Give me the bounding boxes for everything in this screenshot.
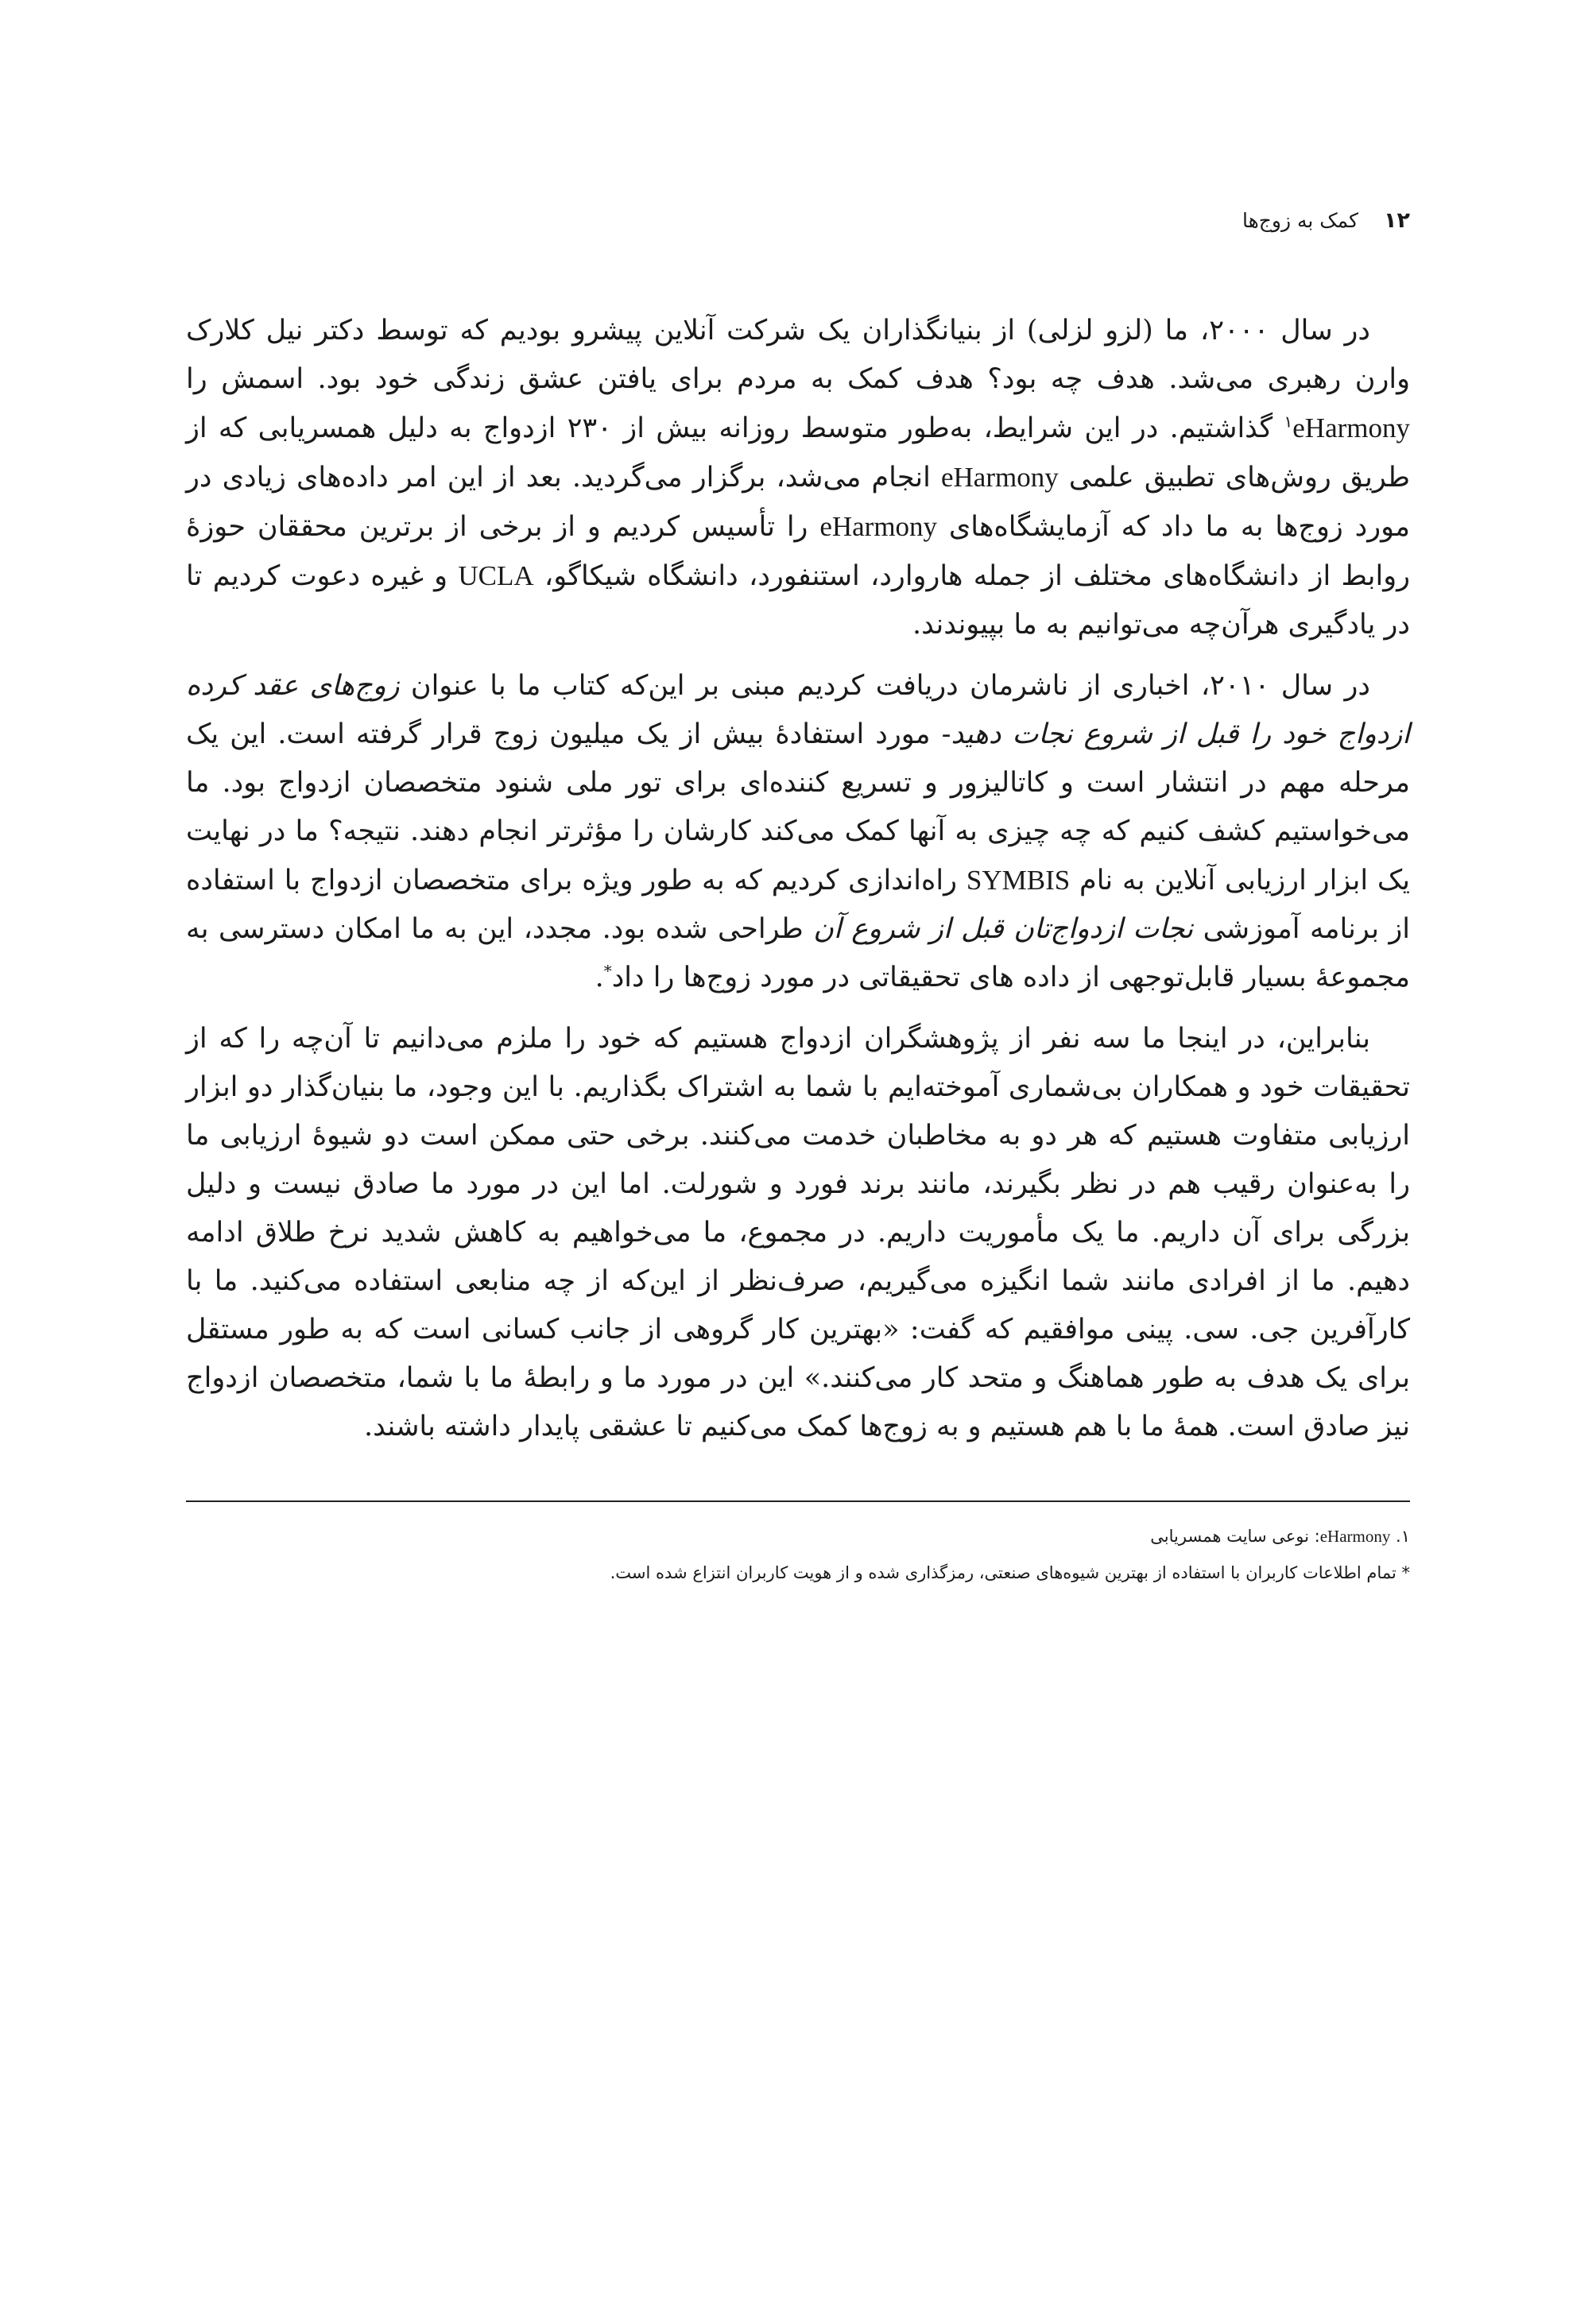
footnote-divider [186, 1500, 1410, 1502]
body-text [186, 307, 1410, 1464]
p1-text-j: و غیره دعوت کردیم تا در یادگیری هرآن‌چه می‌توانیم به ما بپیوندند. [186, 560, 1410, 641]
footnote-1 [186, 1518, 1410, 1555]
symbis-term: SYMBIS [966, 865, 1071, 896]
footnote-ref-star: * [603, 961, 612, 981]
eharmony-term: eHarmony [941, 462, 1059, 493]
eharmony-term: eHarmony [1292, 412, 1410, 443]
p2-text-e: راه‌اندازی کردیم که به طور ویژه برای متخصصان ازدواج با استفاده از برنامه آموزشی [186, 865, 1410, 945]
page-number: ۱۲ [1384, 208, 1410, 233]
footnote-2: * تمام اطلاعات کاربران با استفاده از بهترین شیوه‌های صنعتی، رمزگذاری شده و از هویت کاربران انتزاع شده است. [610, 1563, 1410, 1582]
page-header [1242, 208, 1410, 233]
paragraph-3: بنابراین، در اینجا ما سه نفر از پژوهشگران ازدواج هستیم که خود را ملزم می‌دانیم تا آن‌چه را که از تحقیقات خود و همکاران بی‌شماری آموخته‌ایم با شما به اشتراک بگذاریم. با این وجود، ما بنیان‌گذار دو ابزار ارزیابی متفاوت هستیم که هر دو به مخاطبان خدمت می‌کنند. برخی حتی ممکن است دو شیوهٔ ارزیابی ما را به‌عنوان رقیب هم در نظر بگیرند، مانند برند فورد و شورلت. اما این در مورد ما صادق نیست و دلیل بزرگی برای آن داریم. ما یک مأموریت داریم. در مجموع، ما می‌خواهیم به کاهش شدید نرخ طلاق ادامه دهیم. ما از افرادی مانند شما انگیزه می‌گیریم، صرف‌نظر از این‌که از چه منابعی استفاده می‌کنید. ما با کارآفرین جی. سی. پینی موافقیم که گفت: «بهترین کار گروهی از جانب کسانی است که به طور مستقل برای یک هدف به طور هماهنگ و متحد کار می‌کنند.» این در مورد ما و رابطهٔ ما با شما، متخصصان ازدواج نیز صادق است. همهٔ ما با هم هستیم و به زوج‌ها کمک می‌کنیم تا عشقی پایدار داشته باشند. [186, 1023, 1410, 1442]
eharmony-term: eHarmony [819, 511, 938, 542]
p1-text-h: را تأسیس کردیم و از برخی از برترین محققان حوزهٔ روابط از دانشگاه‌های مختلف از جمله هاروارد، استنفورد، دانشگاه شیکاگو، [186, 511, 1411, 592]
footnote-1-number: ۱. [1396, 1527, 1410, 1546]
paragraph-1 [186, 307, 1410, 649]
p1-text-a: در سال ۲۰۰۰، ما (لزو لزلی) از بنیانگذاران یک شرکت آنلاین پیشرو بودیم که توسط دکتر نیل کلارک وارن رهبری می‌شد. هدف چه بود؟ هدف کمک به مردم برای یافتن عشق زندگی خود بود. اسمش را [186, 315, 1410, 395]
program-title-italic: نجات ازدواج‌تان قبل از شروع آن [813, 913, 1194, 945]
p2-text-a: در سال ۲۰۱۰، اخباری از ناشرمان دریافت کردیم مبنی بر این‌که کتاب ما با عنوان [399, 670, 1370, 702]
p1-text-d: گذاشتیم. در این شرایط، به‌طور متوسط روزانه بیش از ۲۳۰ ازدواج به دلیل همسریابی که از طریق روش‌های تطبیق علمی [186, 412, 1410, 494]
footnotes [186, 1518, 1410, 1591]
footnote-1-text: : نوعی سایت همسریابی [1150, 1527, 1320, 1546]
footnote-ref-1: ۱ [1284, 412, 1293, 432]
ucla-term: UCLA [458, 560, 534, 591]
p2-text-g: طراحی شده بود. مجدد، این به ما امکان دسترسی به مجموعهٔ بسیار قابل‌توجهی از داده های تحقیقاتی در مورد زوج‌ها را داد [186, 913, 1410, 993]
p1-text-f: انجام می‌شد، برگزار می‌گردید. بعد از این امر داده‌های زیادی در مورد زوج‌ها به ما داد که آزمایشگاه‌های [186, 462, 1410, 543]
book-title-italic: زوج‌های عقد کرده ازدواج خود را قبل از شروع نجات دهید [186, 670, 1410, 750]
p2-text-c: - مورد استفادهٔ بیش از یک میلیون زوج قرار گرفته است. این یک مرحله مهم در انتشار است و کاتالیزور و تسریع کننده‌ای برای تور ملی شنود متخصصان ازدواج بود. ما می‌خواستیم کشف کنیم که چه چیزی به آنها کمک می‌کند کارشان را مؤثرتر انجام دهند. نتیجه؟ ما در نهایت یک ابزار ارزیابی آنلاین به نام [186, 718, 1410, 896]
running-title: کمک به زوج‌ها [1242, 209, 1359, 232]
p2-text-i: . [595, 962, 604, 993]
footnote-1-term: eHarmony [1319, 1527, 1391, 1546]
paragraph-2 [186, 662, 1410, 1002]
